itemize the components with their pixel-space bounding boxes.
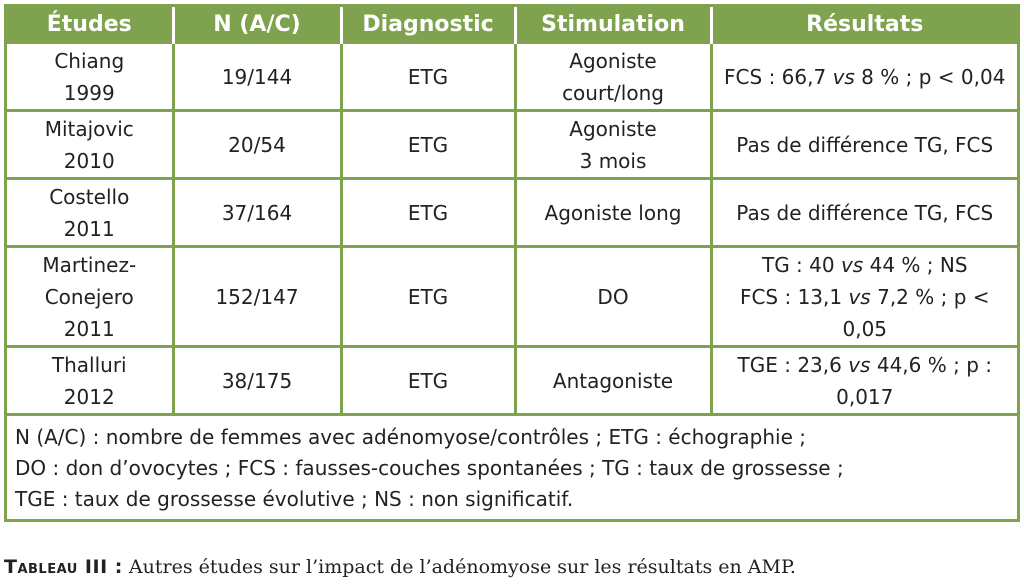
caption-label: Tableau III : — [4, 556, 123, 578]
vs-italic: vs — [848, 284, 871, 309]
stimulation-line: 3 mois — [579, 148, 647, 173]
resultats-text: 44 % ; NS — [863, 252, 968, 277]
header-diagnostic: Diagnostic — [341, 7, 515, 43]
etude-line: Chiang — [54, 48, 125, 73]
vs-italic: vs — [848, 352, 871, 377]
etude-line: Thalluri — [51, 352, 127, 377]
stimulation-line: Agoniste — [569, 48, 657, 73]
header-stimulation: Stimulation — [515, 7, 711, 43]
cell-n: 19/144 — [173, 43, 341, 111]
cell-stimulation — [515, 111, 711, 179]
table-header-row — [7, 7, 1017, 43]
resultats-line — [719, 249, 1012, 281]
resultats-text: Pas de différence TG, FCS — [736, 200, 994, 225]
cell-stimulation — [515, 247, 711, 347]
cell-diagnostic: ETG — [341, 247, 515, 347]
table-caption — [4, 556, 796, 578]
resultats-line — [719, 61, 1012, 93]
vs-italic: vs — [832, 64, 855, 89]
etude-line: Conejero — [44, 284, 134, 309]
stimulation-line: DO — [597, 284, 629, 309]
cell-diagnostic: ETG — [341, 111, 515, 179]
cell-etude — [7, 347, 173, 415]
etude-line: Martinez- — [42, 252, 137, 277]
table-body — [7, 43, 1017, 520]
table-row — [7, 111, 1017, 179]
cell-etude — [7, 111, 173, 179]
stimulation-line: Agoniste — [569, 116, 657, 141]
cell-n: 152/147 — [173, 247, 341, 347]
table-row — [7, 347, 1017, 415]
etude-line: 1999 — [63, 80, 115, 105]
resultats-text: Pas de différence TG, FCS — [736, 132, 994, 157]
etude-line: 2012 — [63, 384, 115, 409]
caption-text: Autres études sur l’impact de l’adénomyose sur les résultats en AMP. — [122, 556, 796, 578]
note-line: N (A/C) : nombre de femmes avec adénomyose/contrôles ; ETG : échographie ; — [15, 425, 807, 449]
cell-resultats — [711, 179, 1017, 247]
cell-n: 37/164 — [173, 179, 341, 247]
etude-line: 2010 — [63, 148, 115, 173]
studies-table — [7, 7, 1017, 519]
table-notes — [7, 415, 1017, 520]
resultats-line — [719, 197, 1012, 229]
header-etudes: Études — [7, 7, 173, 43]
resultats-text: TGE : 23,6 — [737, 352, 849, 377]
resultats-text: TG : 40 — [761, 252, 841, 277]
cell-n: 20/54 — [173, 111, 341, 179]
cell-resultats — [711, 111, 1017, 179]
cell-stimulation — [515, 179, 711, 247]
etude-line: 2011 — [63, 316, 115, 341]
stimulation-line: Antagoniste — [552, 368, 674, 393]
note-line: DO : don d’ovocytes ; FCS : fausses-couches spontanées ; TG : taux de grossesse ; — [15, 456, 844, 480]
resultats-line — [719, 349, 1012, 413]
etude-line: Costello — [49, 184, 130, 209]
resultats-text: 44,6 % ; p : 0,017 — [836, 352, 992, 409]
cell-resultats — [711, 347, 1017, 415]
cell-diagnostic: ETG — [341, 347, 515, 415]
cell-stimulation — [515, 347, 711, 415]
stimulation-line: Agoniste long — [544, 200, 682, 225]
note-line: TGE : taux de grossesse évolutive ; NS : non significatif. — [15, 487, 574, 511]
table-row — [7, 179, 1017, 247]
cell-resultats — [711, 43, 1017, 111]
cell-diagnostic: ETG — [341, 43, 515, 111]
cell-diagnostic: ETG — [341, 179, 515, 247]
header-n: N (A/C) — [173, 7, 341, 43]
resultats-text: 7,2 % ; p < 0,05 — [842, 284, 990, 341]
table-notes-row — [7, 415, 1017, 520]
cell-etude — [7, 179, 173, 247]
vs-italic: vs — [840, 252, 864, 277]
studies-table-container — [4, 4, 1020, 522]
table-row — [7, 247, 1017, 347]
table-row — [7, 43, 1017, 111]
stimulation-line: court/long — [562, 80, 664, 105]
resultats-line — [719, 129, 1012, 161]
resultats-line — [719, 281, 1012, 345]
resultats-text: FCS : 13,1 — [739, 284, 849, 309]
header-resultats: Résultats — [711, 7, 1017, 43]
cell-etude — [7, 247, 173, 347]
etude-line: 2011 — [63, 216, 115, 241]
resultats-text: 8 % ; p < 0,04 — [854, 64, 1006, 89]
cell-stimulation — [515, 43, 711, 111]
cell-resultats — [711, 247, 1017, 347]
cell-etude — [7, 43, 173, 111]
resultats-text: FCS : 66,7 — [724, 64, 833, 89]
etude-line: Mitajovic — [44, 116, 134, 141]
cell-n: 38/175 — [173, 347, 341, 415]
